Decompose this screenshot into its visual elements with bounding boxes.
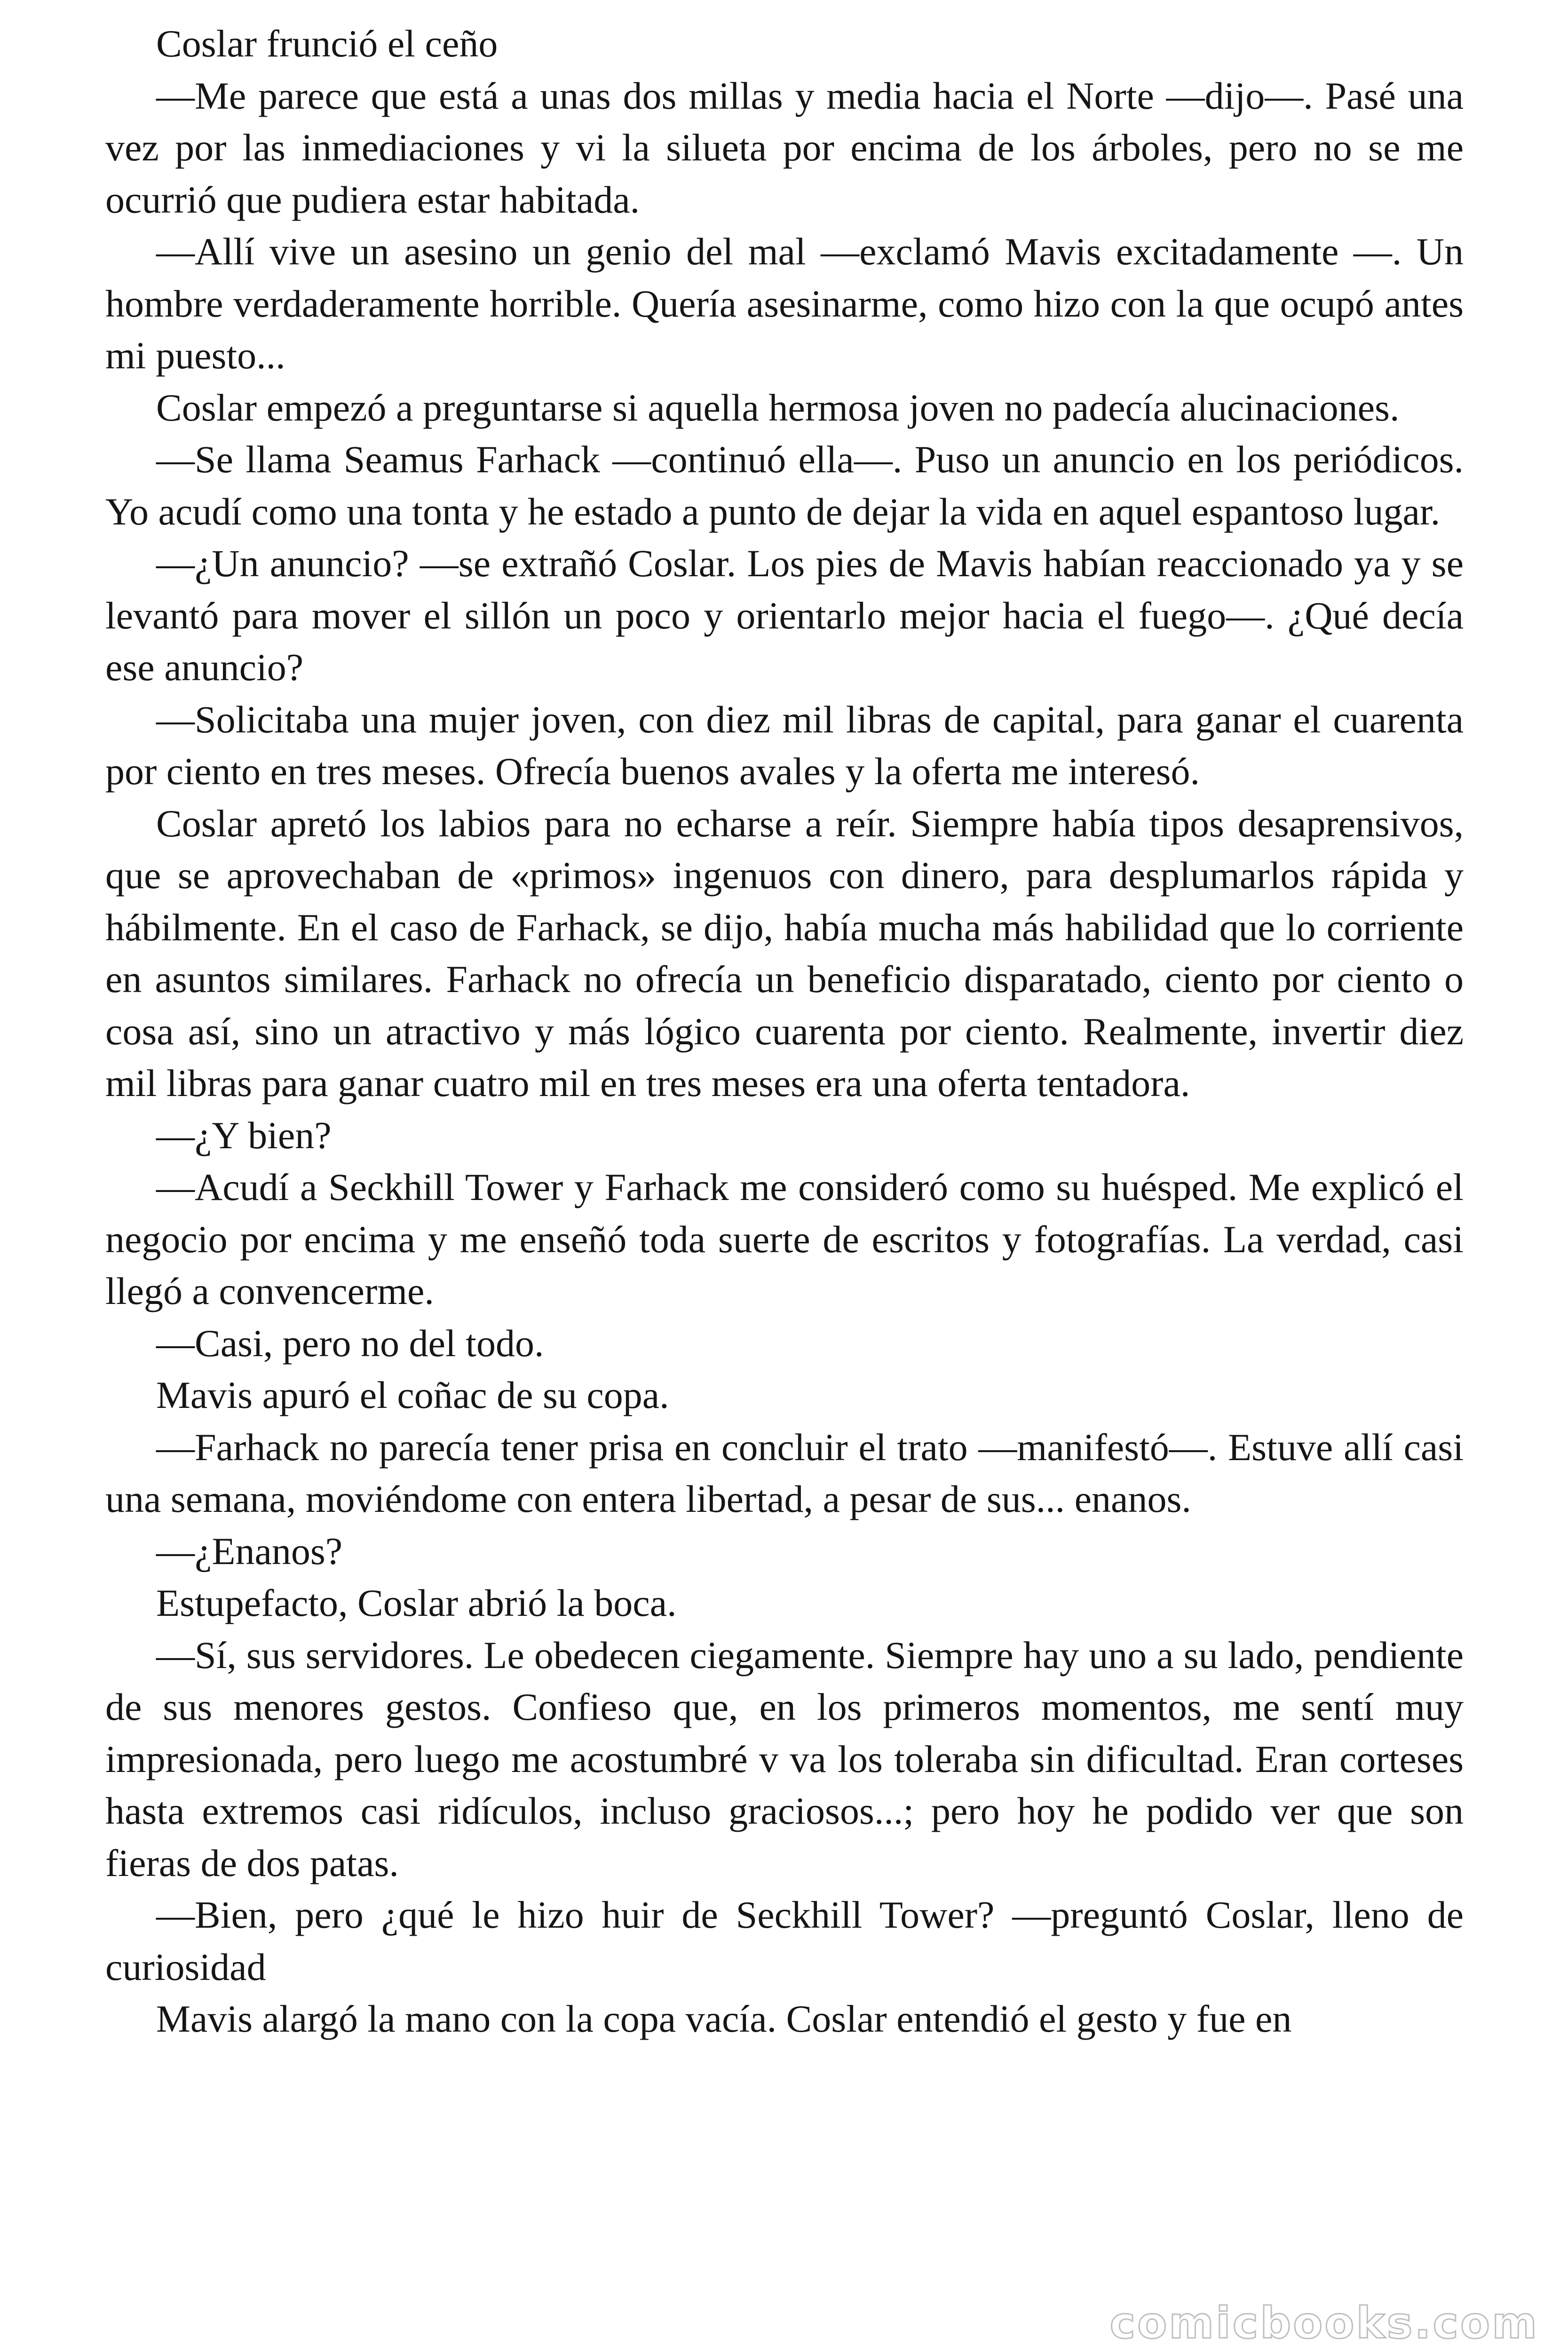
watermark: comicbooks.com <box>1109 2298 1539 2348</box>
paragraph: Coslar empezó a preguntarse si aquella hermosa joven no padecía alucinaciones. <box>156 386 1400 429</box>
paragraph: Coslar frunció el ceño <box>156 22 498 65</box>
paragraph: —Acudí a Seckhill Tower y Farhack me consideró como su huésped. Me explicó el negocio por encima y me enseñó toda suerte de escritos y fotografías. La verdad, casi llegó a convencerme. <box>105 1166 1464 1312</box>
paragraph: —¿Y bien? <box>156 1113 332 1157</box>
paragraph: —Bien, pero ¿qué le hizo huir de Seckhill Tower? —preguntó Coslar, lleno de curiosidad <box>105 1893 1464 1988</box>
paragraph: —Sí, sus servidores. Le obedecen ciegamente. Siempre hay uno a su lado, pendiente de sus menores gestos. Confieso que, en los primeros momentos, me sentí muy impresionada, pero luego me acostumbré v va los toleraba sin dificultad. Eran corteses hasta extremos casi ridículos, incluso graciosos...; pero hoy he podido ver que son fieras de dos patas. <box>105 1633 1464 1884</box>
paragraph: —Solicitaba una mujer joven, con diez mil libras de capital, para ganar el cuarenta por ciento en tres meses. Ofrecía buenos avales y la oferta me interesó. <box>105 698 1464 793</box>
paragraph: —Farhack no parecía tener prisa en concluir el trato —manifestó—. Estuve allí casi una semana, moviéndome con entera libertad, a pesar de sus... enanos. <box>105 1425 1464 1520</box>
paragraph: —Me parece que está a unas dos millas y media hacia el Norte —dijo—. Pasé una vez por las inmediaciones y vi la silueta por encima de los árboles, pero no se me ocurrió que pudiera estar habitada. <box>105 74 1464 221</box>
paragraph: —Casi, pero no del todo. <box>156 1321 544 1365</box>
paragraph: —¿Un anuncio? —se extrañó Coslar. Los pies de Mavis habían reaccionado ya y se levantó para mover el sillón un poco y orientarlo mejor hacia el fuego—. ¿Qué decía ese anuncio? <box>105 542 1464 689</box>
paragraph: Coslar apretó los labios para no echarse a reír. Siempre había tipos desaprensivos, que se aprovechaban de «primos» ingenuos con dinero, para desplumarlos rápida y hábilmente. En el caso de Farhack, se dijo, había mucha más habilidad que lo corriente en asuntos similares. Farhack no ofrecía un beneficio disparatado, ciento por ciento o cosa así, sino un atractivo y más lógico cuarenta por ciento. Realmente, invertir diez mil libras para ganar cuatro mil en tres meses era una oferta tentadora. <box>105 802 1464 1104</box>
book-page-text <box>105 18 1464 2045</box>
paragraph: Estupefacto, Coslar abrió la boca. <box>156 1581 677 1624</box>
paragraph: Mavis apuró el coñac de su copa. <box>156 1374 669 1416</box>
paragraph: —¿Enanos? <box>156 1529 343 1573</box>
paragraph: —Allí vive un asesino un genio del mal —exclamó Mavis excitadamente —. Un hombre verdaderamente horrible. Quería asesinarme, como hizo con la que ocupó antes mi puesto... <box>105 230 1464 377</box>
paragraph: Mavis alargó la mano con la copa vacía. Coslar entendió el gesto y fue en <box>156 1997 1292 2040</box>
paragraph: —Se llama Seamus Farhack —continuó ella—. Puso un anuncio en los periódicos. Yo acudí como una tonta y he estado a punto de dejar la vida en aquel espantoso lugar. <box>105 438 1464 533</box>
